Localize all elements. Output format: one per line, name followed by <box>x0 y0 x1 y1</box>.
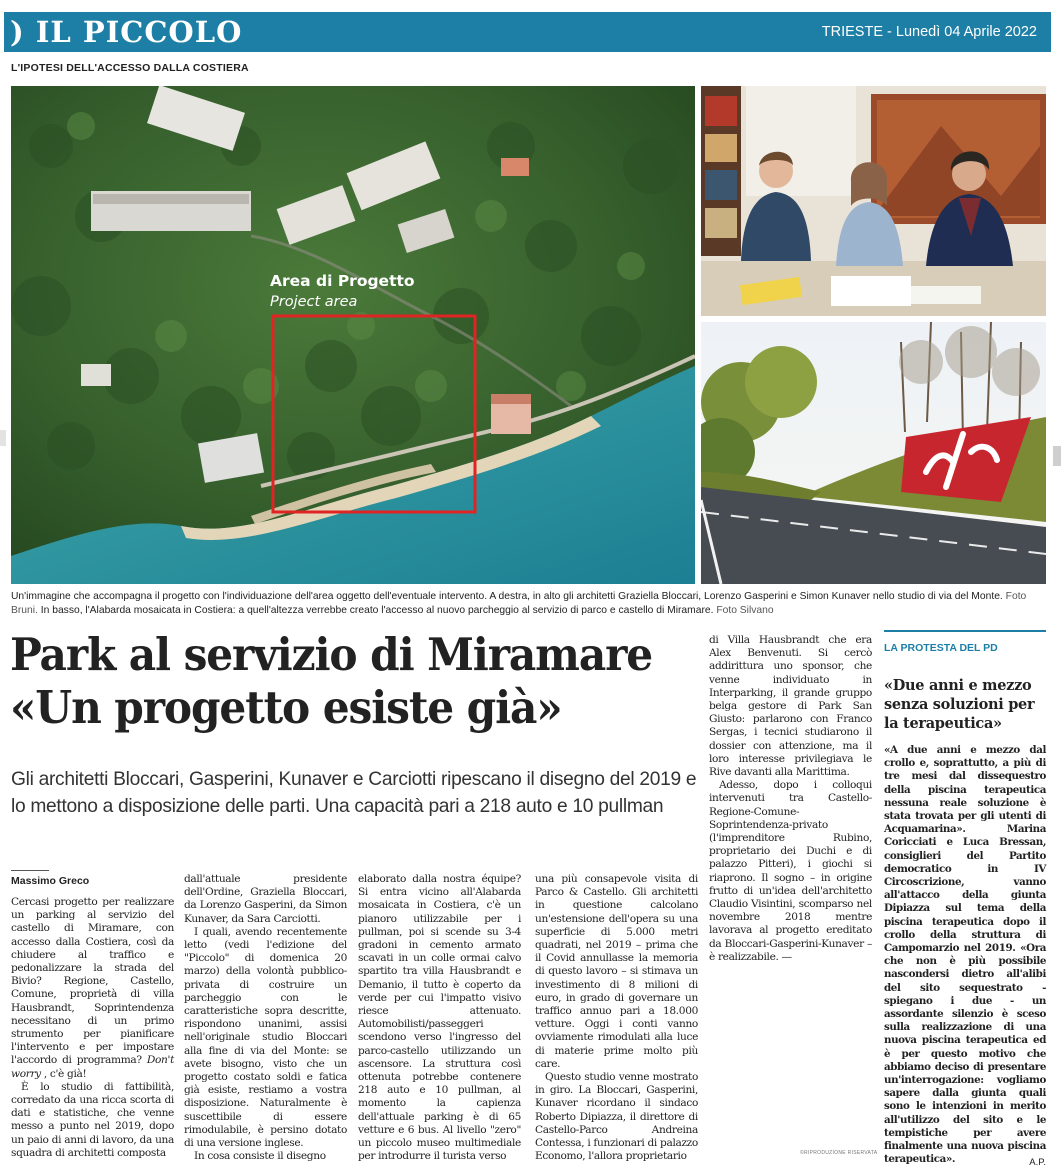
article-headline <box>10 628 659 734</box>
article-column-2 <box>184 873 347 1163</box>
section-kicker: L'IPOTESI DELL'ACCESSO DALLA COSTIERA <box>11 62 249 74</box>
paragraph-2: dall'attuale presidente dell'Ordine, Graziella Bloccari, da Lorenzo Gasperini, da Simon Kunaver, da Sara Carciotti. <box>184 873 347 925</box>
alabarda-photo <box>701 322 1046 584</box>
caption-text-1: Un'immagine che accompagna il progetto con l'individuazione dell'area oggetto dell'eventuale intervento. A destra, in alto gli architetti Graziella Bloccari, Lorenzo Gasperini e Simon Kunaver nello studio di via del Monte. <box>11 591 1003 602</box>
headline-line-1: Park al servizio di Miramare <box>10 628 653 681</box>
logo-text: IL PICCOLO <box>35 15 243 49</box>
sidebar-title: «Due anni e mezzo senza soluzioni per la terapeutica» <box>884 677 1035 732</box>
project-area-subtitle: Project area <box>270 294 358 310</box>
byline-rule <box>11 870 49 871</box>
paragraph-1: Cercasi progetto per realizzare un parking al servizio del castello di Miramare, con accesso dalla Costiera, così da chiudere al traffico e pedonalizzare la strada del Bivio? Regione, Castello, Comune, proprietà di villa Hausbrandt, Soprintendenza necessitano di un primo strumento per pianificare l'intervento e per impostare l'accordo di programma? Don't worry , c'è già! <box>11 896 174 1080</box>
headline-line-2: «Un progetto esiste già» <box>10 681 562 734</box>
article-column-1 <box>11 896 174 1160</box>
paragraph-3: I quali, avendo recentemente letto (vedi l'edizione del "Piccolo" di domenica 20 marzo) della volontà pubblico-privata di costruire un parcheggio con le caratteristiche sopra descritte, rispondono unanimi, assisi nell'originale studio Bloccari alla fine di via del Monte: se avete bisogno, visto che un progetto costato soldi e fatica già esiste, restiamo a vostra disposizione. Naturalmente è suscettibile di essere rimodulabile, è persino dotato di una versione inglese. <box>184 925 347 1150</box>
aerial-photo-illustration <box>11 86 695 584</box>
logo-prefix: ) <box>10 15 25 49</box>
sidebar-body: «A due anni e mezzo dal crollo e, soprattutto, a più di tre mesi dal dissequestro della piscina terapeutica nessuna reale soluzione è stata trovata per gli utenti di Acquamarina». Marina Coricciati e Luca Bressan, consiglieri del Partito democratico in IV Circoscrizione, vanno all'attacco della giunta Dipiazza sul tema della piscina terapeutica dopo il crollo della struttura di Campomarzio nel 2019. «Ora che non è più possibile nascondersi dietro all'alibi del sito sequestrato - spiegano i due - un assordante silenzio è sceso sulla realizzazione di una nuova piscina terapeutica ed è per questo motivo che abbiamo deciso di presentare un'interrogazione: vogliamo sapere dalla giunta quali sono le intenzioni in merito all'utilizzo del sito e le tempistiche per avere finalmente una nuova piscina terapeutica». <box>884 744 1046 1166</box>
sidebar-label: LA PROTESTA DEL PD <box>884 642 998 654</box>
sidebar-rule <box>884 630 1046 632</box>
aerial-photo <box>11 86 695 584</box>
project-area-title: Area di Progetto <box>270 272 415 290</box>
dateline: TRIESTE - Lunedì 04 Aprile 2022 <box>821 24 1037 40</box>
reproduction-note: ©RIPRODUZIONE RISERVATA <box>800 1150 878 1156</box>
architects-photo-illustration <box>701 86 1046 316</box>
alabarda-photo-illustration <box>701 322 1046 584</box>
sidebar-signature: A.P. <box>1029 1157 1046 1168</box>
article-column-3 <box>358 873 521 1163</box>
paragraph-5: Questo studio venne mostrato in giro. La Bloccari, Gasperini, Kunaver ricordano il sindaco Roberto Dipiazza, il direttore di Castello-Parco Andreina Contessa, i funzionari di palazzo Economo, l'allora proprietario <box>535 1071 698 1163</box>
page-edge-marker-left <box>0 430 6 446</box>
architects-photo <box>701 86 1046 316</box>
masthead <box>4 12 1051 52</box>
photo-caption <box>11 590 1046 618</box>
caption-credit-1: Foto Bruni. <box>11 591 1027 616</box>
paragraph-6: Adesso, dopo i colloqui intervenuti tra Castello-Regione-Comune-Soprintendenza-privato (l'imprenditore Rubino, proprietario dei Duchi e di palazzo Pitteri), i giochi si riaprono. Il sogno – in origine frutto di un'idea dell'architetto Claudio Visintini, scomparso nel novembre 2018 mentre lavorava al progetto ereditato da Bloccari-Gasperini-Kunaver – è realizzabile. — <box>709 779 872 963</box>
paragraph-4: In cosa consiste il disegno <box>194 1150 326 1163</box>
article-column-4 <box>535 873 698 1163</box>
byline: Massimo Greco <box>11 875 90 887</box>
paragraph-4: elaborato dalla nostra équipe? Si entra vicino all'Alabarda mosaicata in Costiera, c'è un pianoro utilizzabile per i pullman, poi si scende su 3-4 gradoni in cemento armato scavati in un colle ormai calvo spartito tra villa Hausbrandt e Demanio, il tutto è coperto da verde per cui l'impatto visivo riesce attenuato. Automobilisti/passeggeri scendono verso l'ingresso del parco-castello utilizzando un ascensore. La struttura così ottenuta potrebbe contenere 218 auto e 10 pullman, al momento la capienza dell'attuale parking è di 65 vetture e 6 bus. Al livello "zero" un piccolo museo multimediale per introdurre il turista verso <box>358 873 521 1163</box>
caption-text-2: In basso, l'Alabarda mosaicata in Costiera: a quell'altezza verrebbe creato l'accesso al nuovo parcheggio al servizio di parco e castello di Miramare. <box>40 605 714 616</box>
paragraph-4: una più consapevole visita di Parco & Castello. Gli architetti in questione calcolano un'estensione dell'opera su una superficie di 5.000 metri quadrati, nel 2019 – prima che il Covid annullasse la memoria di questo lavoro – si stimava un investimento di 8 milioni di euro, in grado di governare un traffico annuo pari a 18.000 vetture. Oggi i conti vanno ovviamente rimodulati alla luce di materie prime molto più care. <box>535 873 698 1070</box>
article-column-5 <box>709 634 872 964</box>
paragraph-5: di Villa Hausbrandt che era Alex Benvenuti. Si cercò addirittura uno sponsor, che venne individuato in Interparking, il grande gruppo belga gestore di Park San Giusto: parlarono con Franco Sergas, i tecnici studiarono il dossier con attenzione, ma il loro interesse privilegiava le Rive davanti alla Marittima. <box>709 634 872 779</box>
page-edge-marker-right <box>1053 446 1061 466</box>
newspaper-logo <box>10 15 242 49</box>
caption-credit-2: Foto Silvano <box>716 605 774 616</box>
paragraph-2: È lo studio di fattibilità, corredato da una ricca scorta di dati e statistiche, che venne messo a punto nel 2019, dopo un paio di anni di lavoro, da una squadra di architetti composta <box>11 1080 174 1159</box>
article-deck: Gli architetti Bloccari, Gasperini, Kunaver e Carciotti ripescano il disegno del 2019 e lo mettono a disposizione delle parti. Una capacità pari a 218 auto e 10 pullman <box>11 769 697 817</box>
